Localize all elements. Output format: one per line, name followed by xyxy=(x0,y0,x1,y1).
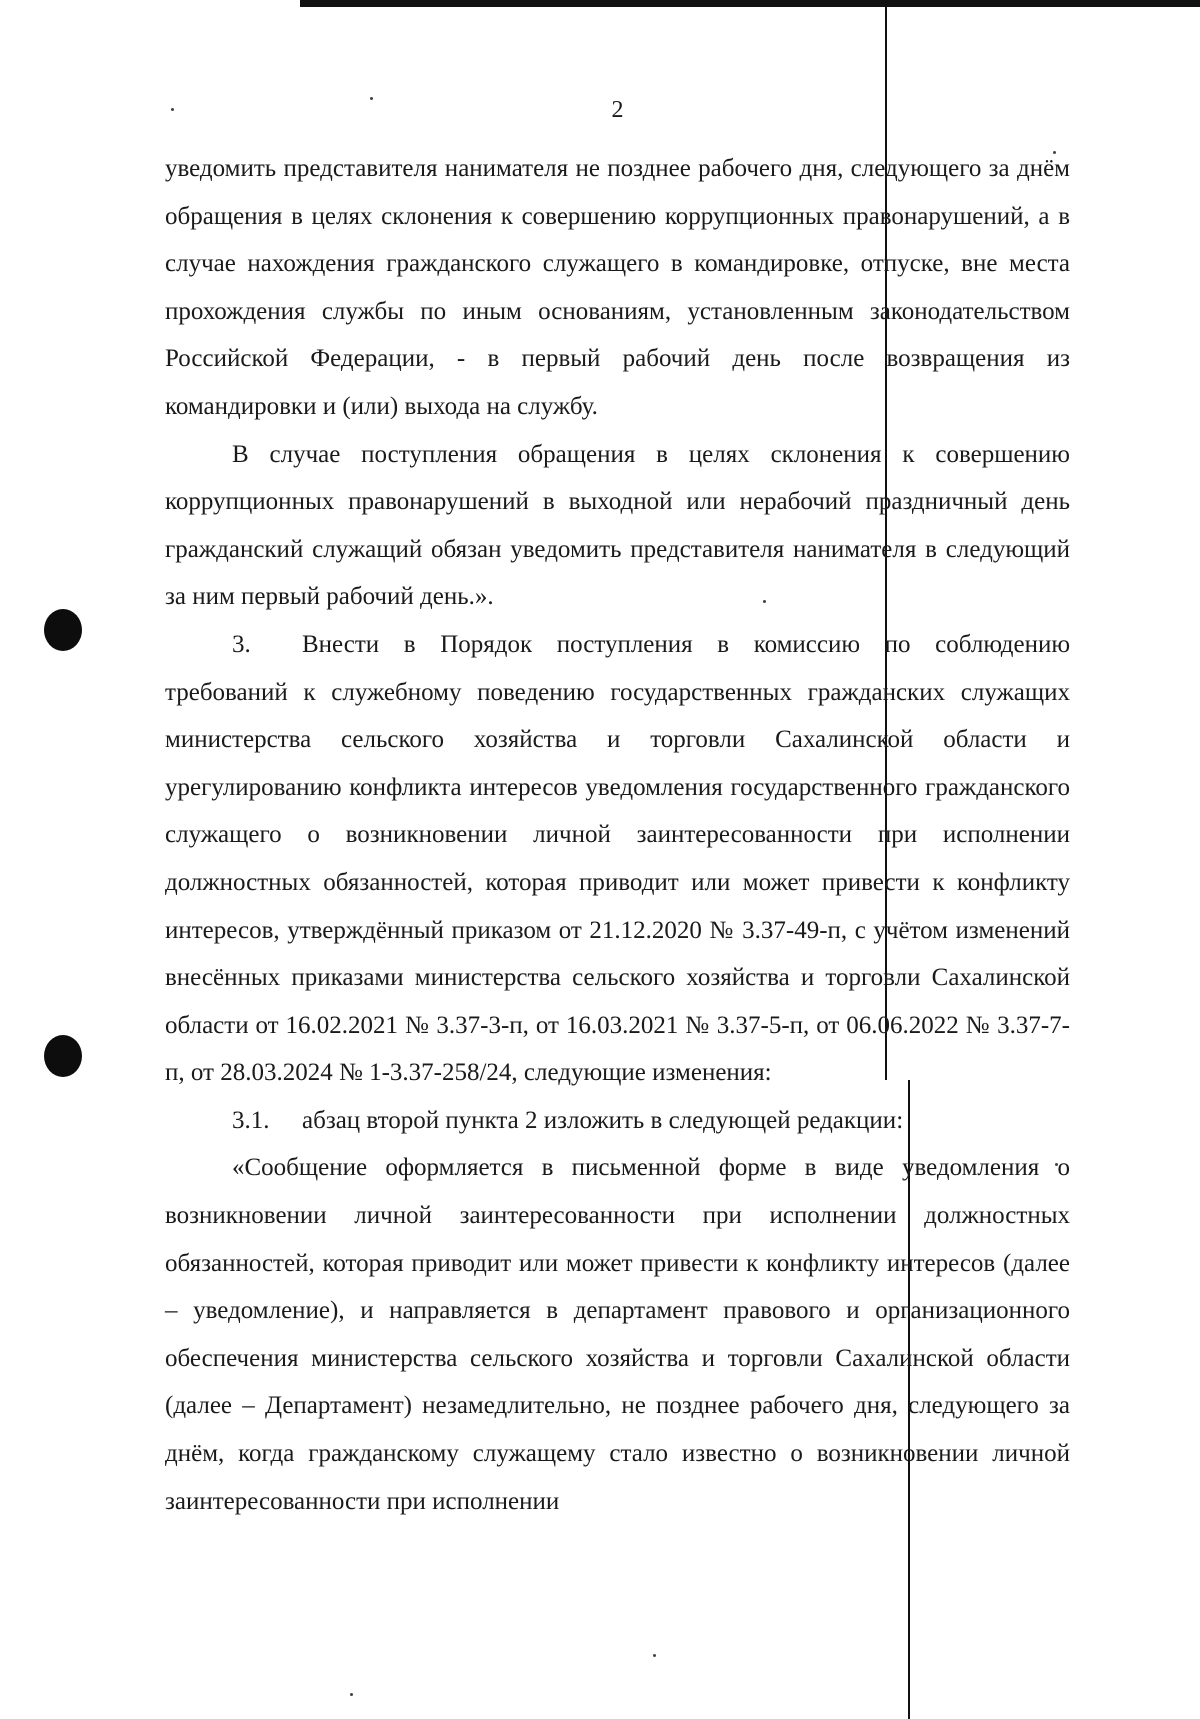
item-number-3-1: 3.1. xyxy=(232,1106,270,1134)
item-number-3: 3. xyxy=(232,630,251,658)
paragraph-item-3-text: Внести в Порядок поступления в комиссию по соблюдению требований к служебному поведению государственных гражданских служащих министерства сельского хозяйства и торговли Сахалинской области и урегулированию конфликта интересов уведомления государственного гражданского служащего о возникновении личной заинтересованности при исполнении должностных обязанностей, которая приводит или может привести к конфликту интересов, утверждённый приказом от 21.12.2020 № 3.37-49-п, с учётом изменений внесённых приказами министерства сельского хозяйства и торговли Сахалинской области от 16.02.2021 № 3.37-3-п, от 16.03.2021 № 3.37-5-п, от 06.06.2022 № 3.37-7-п, от 28.03.2024 № 1-3.37-258/24, следующие изменения: xyxy=(165,630,1070,1087)
paragraph-quoted-message: «Сообщение оформляется в письменной форме в виде уведомления о возникновении личной заинтересованности при исполнении должностных обязанностей, которая приводит или может привести к конфликту интересов (далее – уведомление), и направляется в департамент правового и организационного обеспечения министерства сельского хозяйства и торговли Сахалинской области (далее – Департамент) незамедлительно, не позднее рабочего дня, следующего за днём, когда гражданскому служащему стало известно о возникновении личной заинтересованности при исполнении xyxy=(165,1154,1070,1515)
paragraph-item-3 xyxy=(165,621,1070,1097)
scan-speck xyxy=(350,1693,353,1696)
paragraph-item-3-1 xyxy=(165,1097,1070,1145)
binder-hole-top xyxy=(44,609,82,651)
binder-hole-bottom xyxy=(44,1035,82,1077)
paragraph-continuation: уведомить представителя нанимателя не позднее рабочего дня, следующего за днём обращения в целях склонения к совершению коррупционных правонарушений, а в случае нахождения гражданского служащего в командировке, отпуске, вне места прохождения службы по иным основаниям, установленным законодательством Российской Федерации, - в первый рабочий день после возвращения из командировки и (или) выхода на службу. xyxy=(165,155,1070,420)
paragraph-holiday-notice: В случае поступления обращения в целях склонения к совершению коррупционных правонарушений в выходной или нерабочий праздничный день гражданский служащий обязан уведомить представителя нанимателя в следующий за ним первый рабочий день.». xyxy=(165,440,1070,611)
document-body xyxy=(165,145,1070,1525)
scan-top-border xyxy=(300,0,1200,7)
scan-speck xyxy=(653,1654,656,1657)
page-number: 2 xyxy=(611,97,624,123)
paragraph-item-3-1-text: абзац второй пункта 2 изложить в следующей редакции: xyxy=(302,1106,904,1134)
